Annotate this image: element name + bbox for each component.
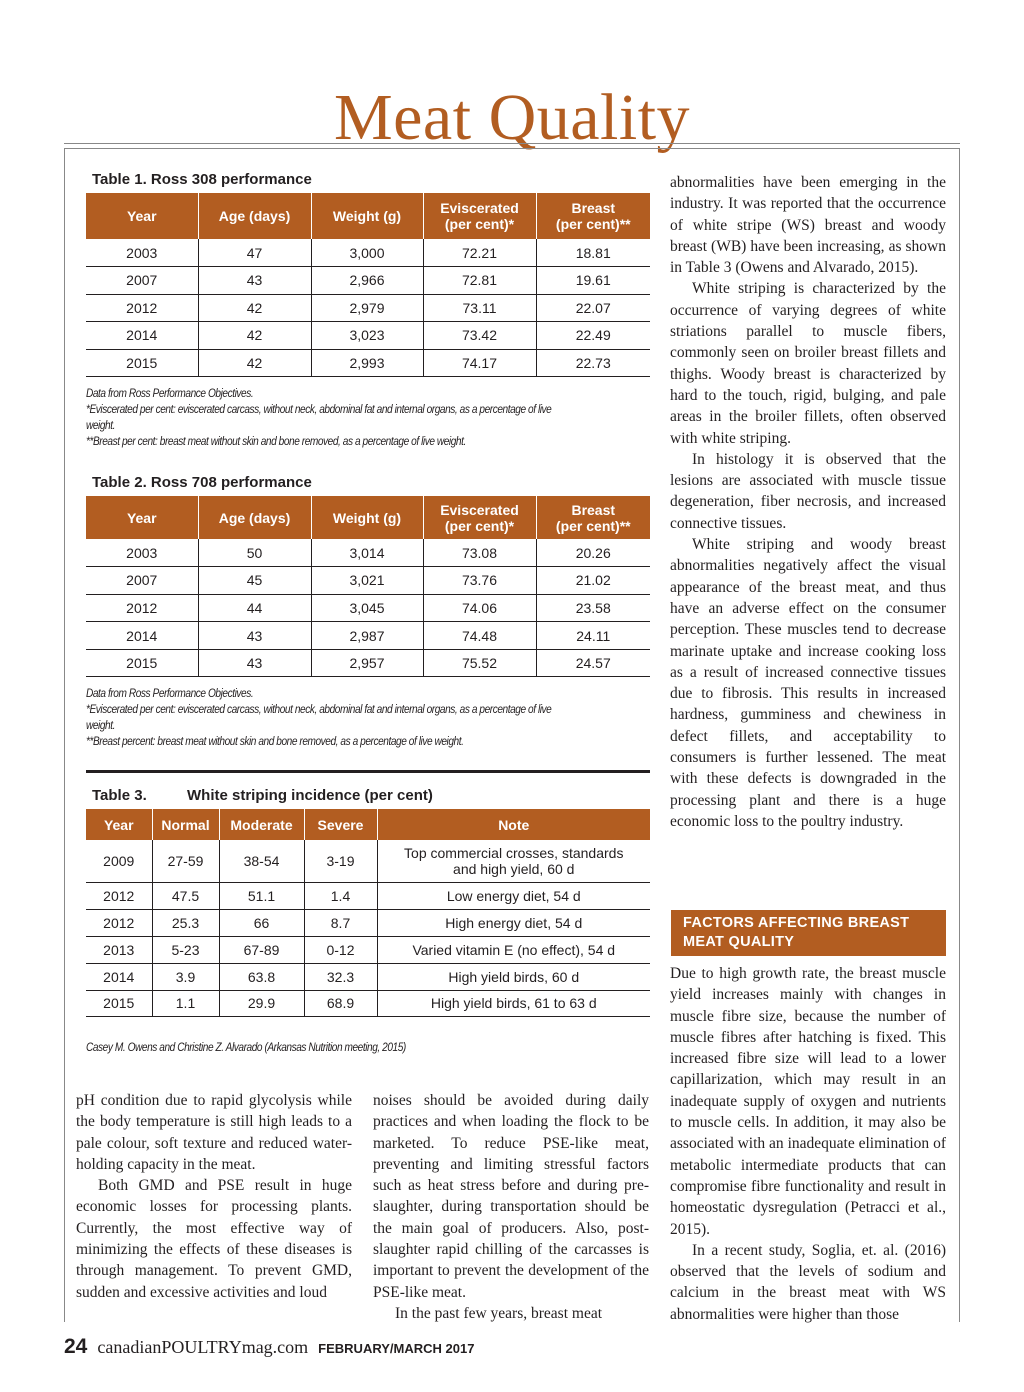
- table3-source: Casey M. Owens and Christine Z. Alvarado (Arkansas Nutrition meeting, 2015): [86, 1042, 406, 1054]
- paragraph: Due to high growth rate, the breast muscle yield increases mainly with changes in muscle fibre size, because the number of muscle fibres after hatching is fixed. This increased fibre size will lead to a lower capillarization, which may result in an inadequate supply of oxygen and nutrients to muscle cells. In addition, it may also be associated with an inadequate elimination of metabolic intermediate products that can compromise fibre functionality and result in homeostatic dysregulation (Petracci et al., 2015).: [670, 965, 946, 1238]
- table1-cell: 72.81: [423, 267, 536, 295]
- table1-cell: 2003: [86, 239, 198, 267]
- table3-header-year: Year: [86, 809, 152, 840]
- table1-cell: 2,979: [311, 294, 423, 322]
- table1-row: [86, 267, 650, 295]
- table1-cell: 2,993: [311, 349, 423, 377]
- paragraph: In a recent study, Soglia, et. al. (2016) observed that the levels of sodium and calcium in the breast meat with WS abnormalities were higher than those: [670, 1241, 946, 1323]
- table2: [86, 496, 650, 677]
- table2-cell: 50: [198, 539, 311, 567]
- table2-cell: 2014: [86, 622, 198, 650]
- table2-cell: 2,957: [311, 649, 423, 677]
- site-name-suffix: mag.com: [241, 1337, 309, 1357]
- table2-cell: 43: [198, 649, 311, 677]
- table2-cell: 23.58: [536, 594, 650, 622]
- table3-cell: 8.7: [304, 909, 377, 936]
- table3-cell: 27-59: [152, 840, 219, 882]
- table3-cell: 32.3: [304, 963, 377, 990]
- table3-cell: High yield birds, 60 d: [377, 963, 650, 990]
- table1-cell: 2,966: [311, 267, 423, 295]
- title-rule: [64, 143, 960, 144]
- paragraph: White striping is characterized by the occurrence of varying degrees of white striations parallel to muscle fibers, commonly seen on broiler breast fillets and thighs. Woody breast is characterized by hard to the touch, rigid, bulging, and pale areas in the broiler fillets, often observed with white striping.: [670, 280, 946, 447]
- table1-cell: 18.81: [536, 239, 650, 267]
- table1-row: [86, 349, 650, 377]
- table2-row: [86, 567, 650, 595]
- body-column-1: [76, 1090, 352, 1303]
- site-name-brand: POULTRY: [161, 1337, 242, 1357]
- table3-cell: 1.1: [152, 990, 219, 1016]
- table1-cell: 22.49: [536, 322, 650, 350]
- table3-row: [86, 909, 650, 936]
- body-column-3-top: [670, 172, 946, 832]
- table3-cell: 66: [219, 909, 304, 936]
- table3-cell: High energy diet, 54 d: [377, 909, 650, 936]
- table1-cell: 47: [198, 239, 311, 267]
- table1-cell: 22.07: [536, 294, 650, 322]
- table1-header-eviscerated: Eviscerated (per cent)*: [423, 193, 536, 239]
- table3-cell: 3.9: [152, 963, 219, 990]
- page-number: 24: [64, 1335, 88, 1358]
- table2-cell: 45: [198, 567, 311, 595]
- table3-row: [86, 963, 650, 990]
- table3-cell: 2012: [86, 882, 152, 909]
- table3-cell: 1.4: [304, 882, 377, 909]
- table2-cell: 3,014: [311, 539, 423, 567]
- table1-caption: Table 1. Ross 308 performance: [92, 171, 312, 188]
- table2-cell: 2,987: [311, 622, 423, 650]
- table1-cell: 2014: [86, 322, 198, 350]
- paragraph: White striping and woody breast abnormalities negatively affect the visual appearance of the breast meat, and thus have an adverse effect on the consumer perception. These muscles tend to decrease marinate uptake and increase cooking loss as a result of increased connective tissues due to fibrosis. This results in increased hardness, gumminess and chewiness in defect fillets, and acceptability to consumers is further lessened. The meat with these defects is downgraded in the processing plant and there is a huge economic loss to the poultry industry.: [670, 536, 946, 830]
- table3-row: [86, 990, 650, 1016]
- table2-cell: 2007: [86, 567, 198, 595]
- paragraph: In histology it is observed that the lesions are associated with muscle tissue degeneration, fiber necrosis, and increased connective tissues.: [670, 450, 946, 532]
- table1-note: Data from Ross Performance Objectives.: [86, 388, 254, 400]
- body-column-3-bottom: [670, 963, 946, 1325]
- table2-header-age: Age (days): [198, 496, 311, 539]
- table2-cell: 24.11: [536, 622, 650, 650]
- table1-cell: 42: [198, 322, 311, 350]
- table1-row: [86, 239, 650, 267]
- table3-row: [86, 882, 650, 909]
- table3-row: [86, 936, 650, 963]
- table3-cell: Varied vitamin E (no effect), 54 d: [377, 936, 650, 963]
- page-footer: [64, 1335, 474, 1359]
- table3-cell: 0-12: [304, 936, 377, 963]
- table3-cell: 47.5: [152, 882, 219, 909]
- table3-cell: 68.9: [304, 990, 377, 1016]
- paragraph: noises should be avoided during daily practices and when loading the flock to be marketed. To reduce PSE-like meat, preventing and limiting stressful factors such as heat stress before and during pre-slaughter, during transportation should be the main goal of producers. Also, post-slaughter rapid chilling of the carcasses is important to prevent the development of the PSE-like meat.: [373, 1092, 649, 1301]
- table2-cell: 43: [198, 622, 311, 650]
- table2-header-eviscerated: Eviscerated (per cent)*: [423, 496, 536, 539]
- table1-cell: 42: [198, 294, 311, 322]
- table1-cell: 3,023: [311, 322, 423, 350]
- table1-cell: 2012: [86, 294, 198, 322]
- table1-row: [86, 294, 650, 322]
- table2-cell: 2015: [86, 649, 198, 677]
- table1-cell: 73.42: [423, 322, 536, 350]
- table3-cell: 63.8: [219, 963, 304, 990]
- table1-note: weight.: [86, 420, 115, 432]
- table2-row: [86, 622, 650, 650]
- table3-header-severe: Severe: [304, 809, 377, 840]
- table2-header-year: Year: [86, 496, 198, 539]
- body-column-2: [373, 1090, 649, 1324]
- table3-cell: High yield birds, 61 to 63 d: [377, 990, 650, 1016]
- table1-note: **Breast per cent: breast meat without skin and bone removed, as a percentage of live weight.: [86, 436, 466, 448]
- table2-note: weight.: [86, 720, 115, 732]
- table2-cell: 44: [198, 594, 311, 622]
- table2-cell: 24.57: [536, 649, 650, 677]
- table2-cell: 74.48: [423, 622, 536, 650]
- page-title: Meat Quality: [333, 81, 691, 154]
- table3-cell: 29.9: [219, 990, 304, 1016]
- table3-cell: 5-23: [152, 936, 219, 963]
- table3-cell: 38-54: [219, 840, 304, 882]
- table2-cell: 73.08: [423, 539, 536, 567]
- table2-notes: [86, 686, 551, 750]
- table3-cell: 2012: [86, 909, 152, 936]
- table3-cell: 2009: [86, 840, 152, 882]
- table2-note: *Eviscerated per cent: eviscerated carcass, without neck, abdominal fat and internal organs, as a percentage of live: [86, 704, 552, 716]
- table1-row: [86, 322, 650, 350]
- table2-row: [86, 649, 650, 677]
- table1-header-year: Year: [86, 193, 198, 239]
- table1-cell: 2007: [86, 267, 198, 295]
- table1-cell: 74.17: [423, 349, 536, 377]
- table2-header-breast: Breast (per cent)**: [536, 496, 650, 539]
- table2-cell: 74.06: [423, 594, 536, 622]
- table3-caption-title: White striping incidence (per cent): [187, 787, 433, 804]
- table2-row: [86, 594, 650, 622]
- table2-cell: 2003: [86, 539, 198, 567]
- table3-cell: 67-89: [219, 936, 304, 963]
- table3-header-normal: Normal: [152, 809, 219, 840]
- paragraph: Both GMD and PSE result in huge economic losses for processing plants. Currently, the most effective way of minimizing the effects of these diseases is through management. To prevent GMD, sudden and excessive activities and loud: [76, 1177, 352, 1301]
- table1-note: *Eviscerated per cent: eviscerated carcass, without neck, abdominal fat and internal organs, as a percentage of live: [86, 404, 552, 416]
- issue-date: FEBRUARY/MARCH 2017: [318, 1341, 475, 1356]
- table3: [86, 809, 650, 1017]
- section-heading-factors: FACTORS AFFECTING BREAST MEAT QUALITY: [671, 910, 946, 956]
- table3-cell: 51.1: [219, 882, 304, 909]
- table3-cell: 2015: [86, 990, 152, 1016]
- table1: [86, 193, 650, 377]
- table2-cell: 73.76: [423, 567, 536, 595]
- table3-cell: Low energy diet, 54 d: [377, 882, 650, 909]
- table3-header-note: Note: [377, 809, 650, 840]
- paragraph: In the past few years, breast meat: [395, 1304, 603, 1322]
- table2-cell: 75.52: [423, 649, 536, 677]
- table1-cell: 42: [198, 349, 311, 377]
- table1-cell: 72.21: [423, 239, 536, 267]
- table1-cell: 73.11: [423, 294, 536, 322]
- table2-cell: 2012: [86, 594, 198, 622]
- table3-row: [86, 840, 650, 882]
- table1-cell: 22.73: [536, 349, 650, 377]
- table3-cell: 2013: [86, 936, 152, 963]
- table1-header-weight: Weight (g): [311, 193, 423, 239]
- table2-cell: 21.02: [536, 567, 650, 595]
- table2-cell: 3,021: [311, 567, 423, 595]
- table1-cell: 2015: [86, 349, 198, 377]
- paragraph: pH condition due to rapid glycolysis while the body temperature is still high leads to a pale colour, soft texture and reduced water-holding capacity in the meat.: [76, 1092, 352, 1173]
- table2-row: [86, 539, 650, 567]
- table3-cell: 3-19: [304, 840, 377, 882]
- table3-cell: 25.3: [152, 909, 219, 936]
- table1-header-breast: Breast (per cent)**: [536, 193, 650, 239]
- table2-cell: 20.26: [536, 539, 650, 567]
- table1-cell: 19.61: [536, 267, 650, 295]
- table2-cell: 3,045: [311, 594, 423, 622]
- paragraph: abnormalities have been emerging in the industry. It was reported that the occurrence of white stripe (WS) breast and woody breast (WB) have been increasing, as shown in Table 3 (Owens and Alvarado, 2015).: [670, 174, 946, 277]
- site-name-prefix: canadian: [97, 1337, 162, 1357]
- table1-notes: [86, 386, 551, 450]
- table3-header-moderate: Moderate: [219, 809, 304, 840]
- table3-caption-label: Table 3.: [92, 787, 147, 804]
- table3-cell: Top commercial crosses, standards and high yield, 60 d: [377, 840, 650, 882]
- table2-note: **Breast percent: breast meat without skin and bone removed, as a percentage of live weight.: [86, 736, 464, 748]
- table1-header-age: Age (days): [198, 193, 311, 239]
- table2-header-weight: Weight (g): [311, 496, 423, 539]
- table3-top-rule: [86, 770, 650, 773]
- table2-caption: Table 2. Ross 708 performance: [92, 474, 312, 491]
- table2-note: Data from Ross Performance Objectives.: [86, 688, 254, 700]
- table1-cell: 43: [198, 267, 311, 295]
- table3-cell: 2014: [86, 963, 152, 990]
- table1-cell: 3,000: [311, 239, 423, 267]
